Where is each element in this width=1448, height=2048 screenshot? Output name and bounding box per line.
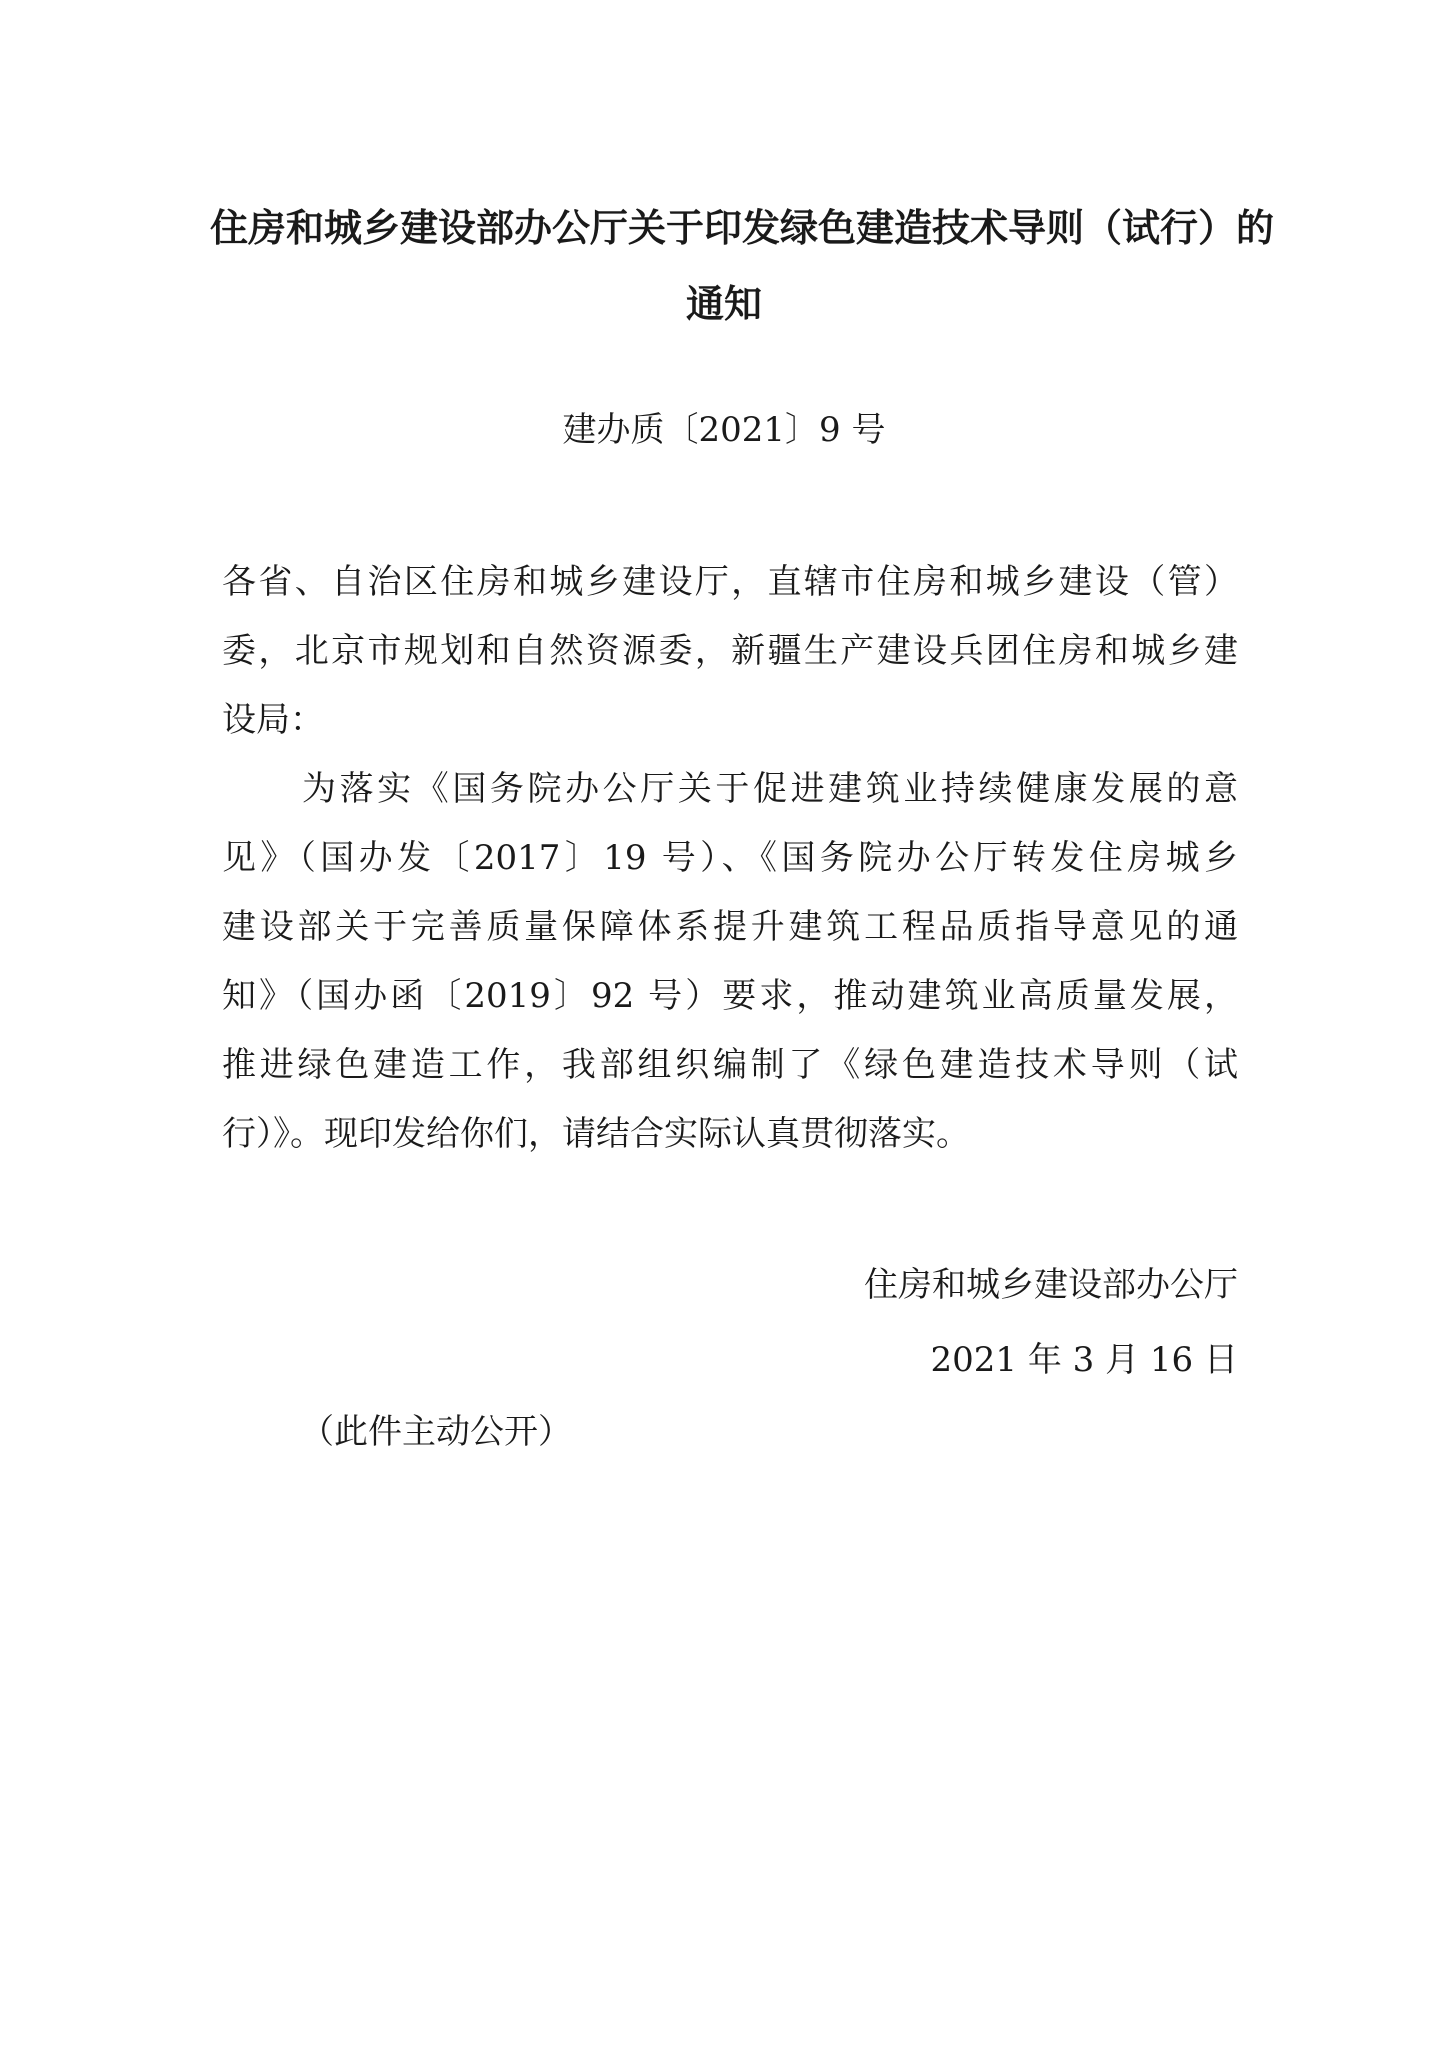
- title-line-2: 通知: [685, 282, 762, 326]
- addressee-line: 各省、自治区住房和城乡建设厅，直辖市住房和城乡建设（管）: [222, 562, 1238, 602]
- body-paragraph: [222, 755, 1238, 1169]
- signature-organization: 住房和城乡建设部办公厅: [864, 1265, 1238, 1305]
- addressee-line: 设局：: [222, 700, 324, 740]
- paragraph-line: 知》（国办函〔2019〕92 号）要求，推动建筑业高质量发展，: [222, 976, 1238, 1016]
- document-title: [210, 190, 1275, 342]
- document-number: 建办质〔2021〕9 号: [562, 410, 886, 450]
- addressee-block: [222, 548, 1238, 755]
- paragraph-line: 行）》。现印发给你们，请结合实际认真贯彻落实。: [222, 1114, 970, 1154]
- paragraph-line: 为落实《国务院办公厅关于促进建筑业持续健康发展的意: [302, 769, 1238, 809]
- addressee-line: 委，北京市规划和自然资源委，新疆生产建设兵团住房和城乡建: [222, 631, 1238, 671]
- paragraph-line: 推进绿色建造工作，我部组织编制了《绿色建造技术导则（试: [222, 1045, 1238, 1085]
- signature-date: 2021 年 3 月 16 日: [930, 1340, 1238, 1380]
- paragraph-line: 建设部关于完善质量保障体系提升建筑工程品质指导意见的通: [222, 907, 1238, 947]
- paragraph-line: 见》（国办发〔2017〕19 号）、《国务院办公厅转发住房城乡: [222, 838, 1238, 878]
- disclosure-note: （此件主动公开）: [300, 1412, 572, 1452]
- title-line-1: 住房和城乡建设部办公厅关于印发绿色建造技术导则（试行）的: [210, 206, 1275, 250]
